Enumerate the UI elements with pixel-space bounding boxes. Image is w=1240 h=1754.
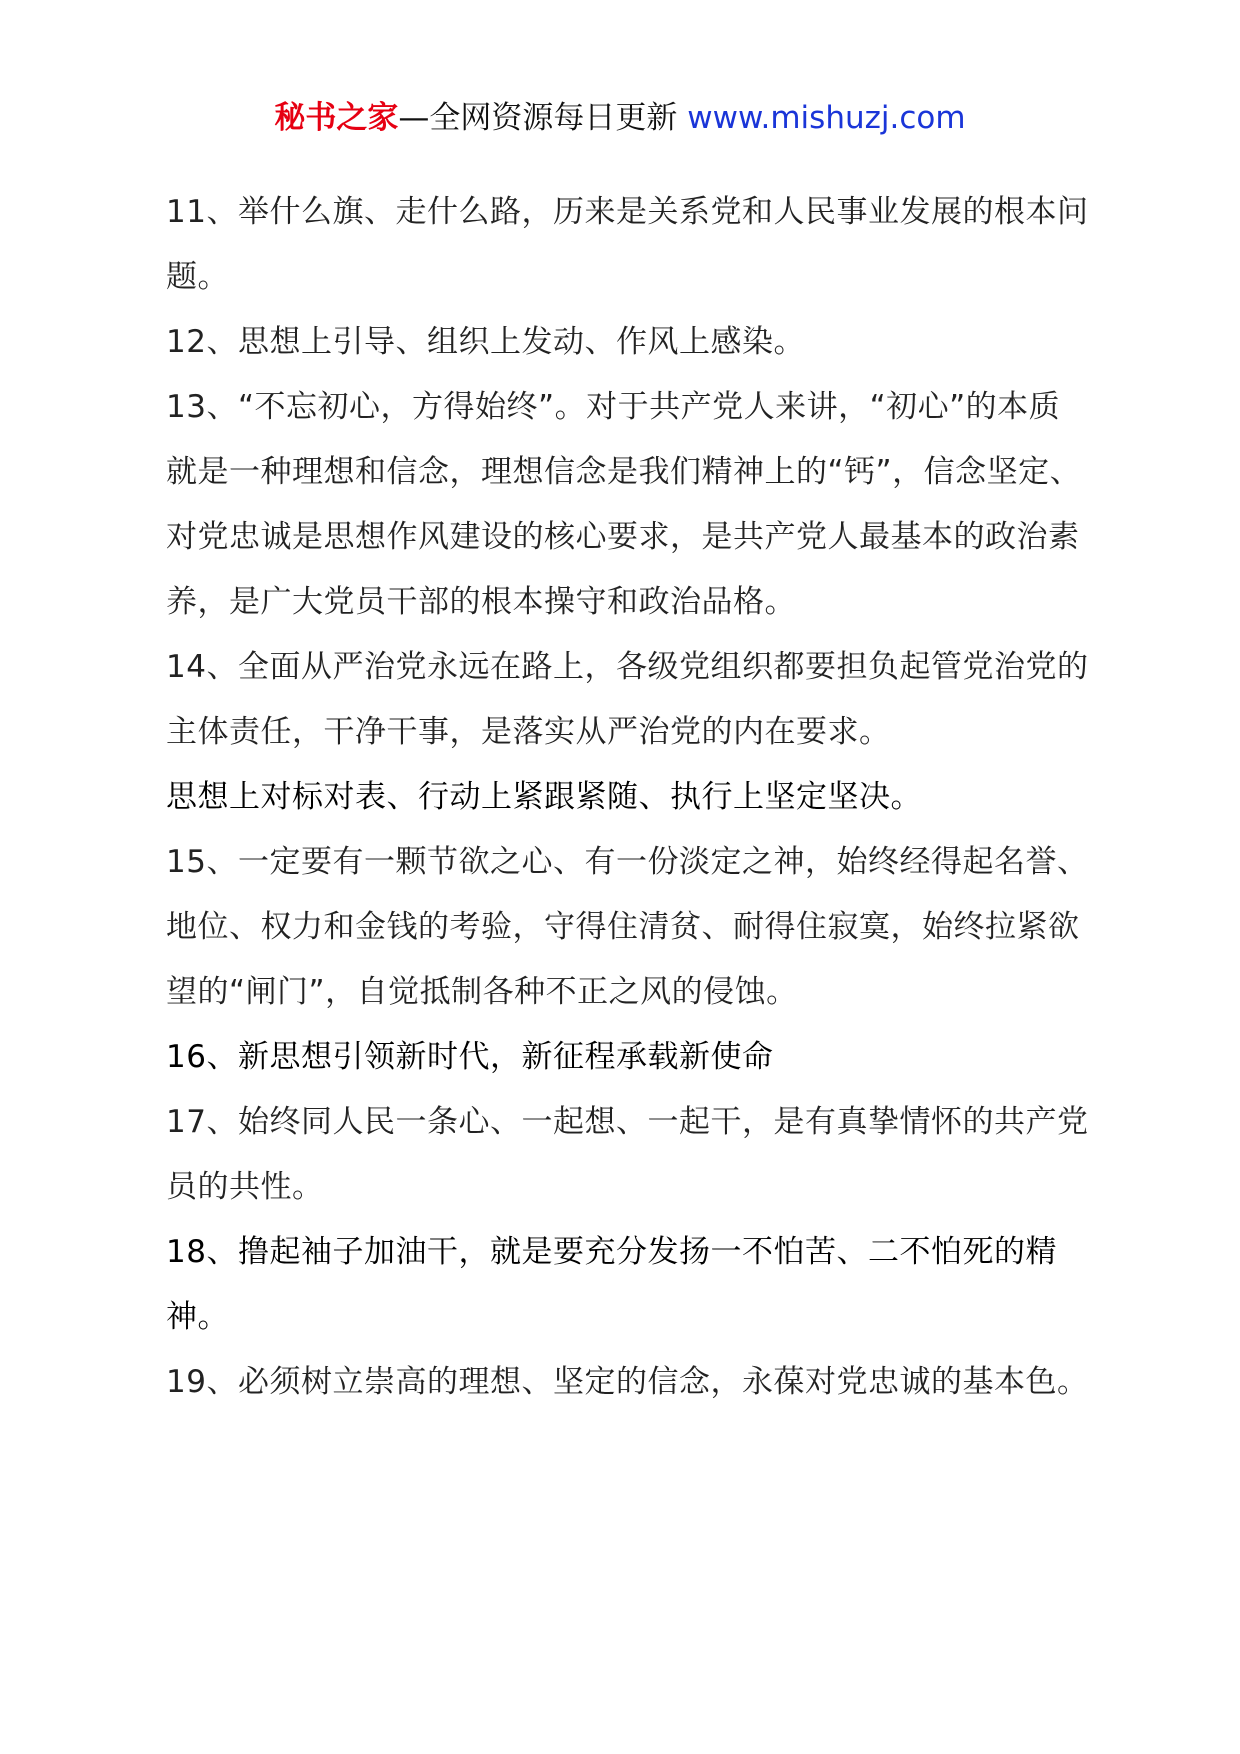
brand-name: 秘书之家: [274, 100, 399, 136]
paragraph-11: 11、举什么旗、走什么路，历来是关系党和人民事业发展的根本问题。: [166, 194, 1089, 295]
header-tagline: —全网资源每日更新: [398, 100, 678, 136]
paragraph-16: 16、新思想引领新时代，新征程承载新使命: [166, 1039, 774, 1075]
site-url-link[interactable]: www.mishuzj.com: [687, 100, 966, 136]
paragraph-12: 12、思想上引导、组织上发动、作风上感染。: [166, 324, 805, 360]
document-body: [166, 180, 1090, 1415]
paragraph-17: 17、始终同人民一条心、一起想、一起干，是有真挚情怀的共产党员的共性。: [166, 1104, 1089, 1205]
paragraph-19: 19、必须树立崇高的理想、坚定的信念，永葆对党忠诚的基本色。: [166, 1364, 1089, 1400]
paragraph-unnumbered: 思想上对标对表、行动上紧跟紧随、执行上坚定坚决。: [166, 779, 922, 815]
paragraph-13: 13、“不忘初心，方得始终”。对于共产党人来讲，“初心”的本质就是一种理想和信念，理想信念是我们精神上的“钙”，信念坚定、对党忠诚是思想作风建设的核心要求，是共产党人最基本的政治素养，是广大党员干部的根本操守和政治品格。: [166, 389, 1082, 620]
paragraph-14: 14、全面从严治党永远在路上，各级党组织都要担负起管党治党的主体责任，干净干事，是落实从严治党的内在要求。: [166, 649, 1089, 750]
paragraph-15: 15、一定要有一颗节欲之心、有一份淡定之神，始终经得起名誉、地位、权力和金钱的考验，守得住清贫、耐得住寂寞，始终拉紧欲望的“闸门”，自觉抵制各种不正之风的侵蚀。: [166, 844, 1089, 1010]
paragraph-18: 18、撸起袖子加油干，就是要充分发扬一不怕苦、二不怕死的精神。: [166, 1234, 1057, 1335]
page-header: [0, 96, 1240, 140]
